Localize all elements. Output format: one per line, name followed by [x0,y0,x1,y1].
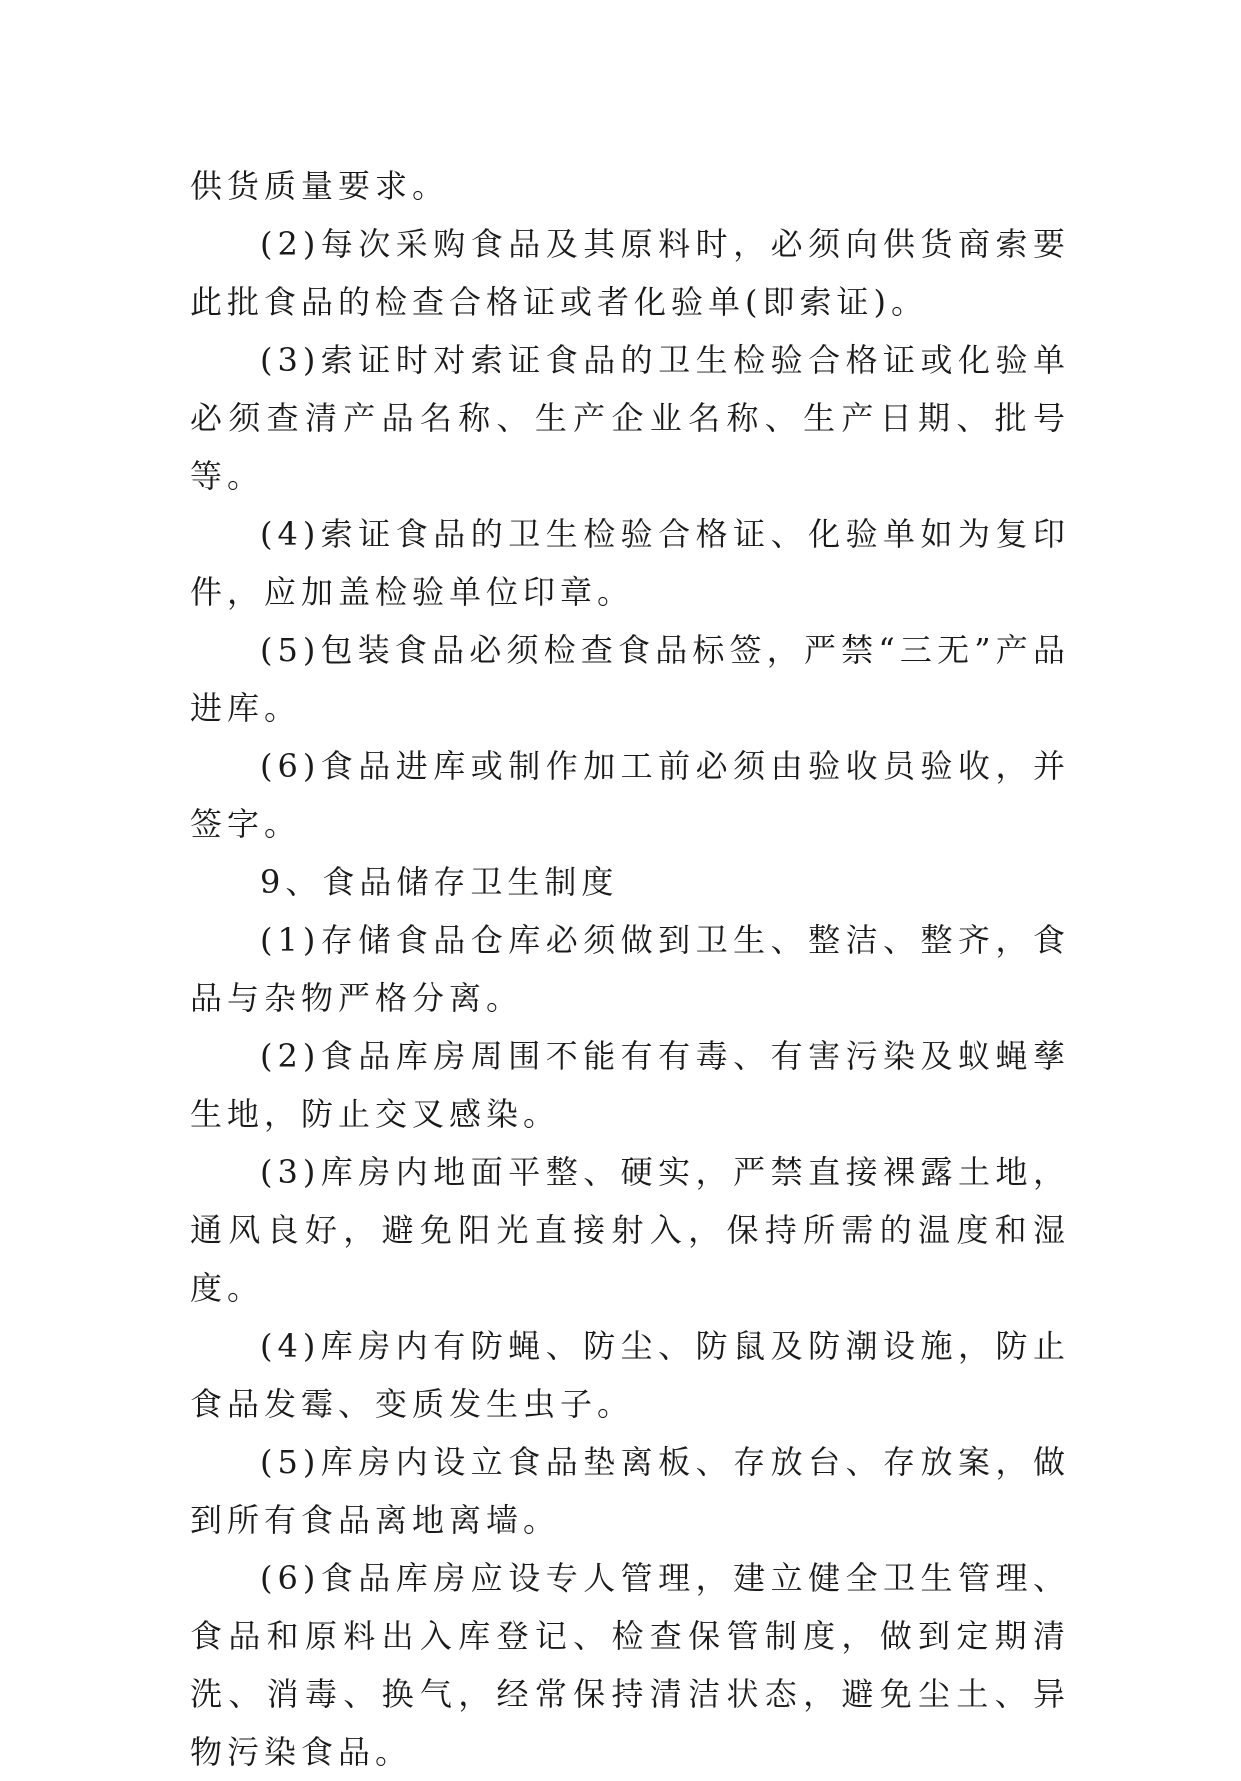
paragraph-1: 供货质量要求。 [190,167,450,205]
section-heading: 9、食品储存卫生制度 [260,863,619,901]
document-body [190,157,1070,1781]
paragraph-12: (5)库房内设立食品垫离板、存放台、存放案，做到所有食品离地离墙。 [190,1443,1070,1539]
paragraph-6: (6)食品进库或制作加工前必须由验收员验收，并签字。 [190,747,1070,843]
paragraph-9: (2)食品库房周围不能有有毒、有害污染及蚁蝇孳生地，防止交叉感染。 [190,1037,1070,1133]
paragraph-8: (1)存储食品仓库必须做到卫生、整洁、整齐，食品与杂物严格分离。 [190,921,1070,1017]
paragraph-11: (4)库房内有防蝇、防尘、防鼠及防潮设施，防止食品发霉、变质发生虫子。 [190,1327,1070,1423]
paragraph-13: (6)食品库房应设专人管理，建立健全卫生管理、食品和原料出入库登记、检查保管制度，做到定期清洗、消毒、换气，经常保持清洁状态，避免尘土、异物污染食品。 [190,1559,1070,1771]
paragraph-3: (3)索证时对索证食品的卫生检验合格证或化验单必须查清产品名称、生产企业名称、生产日期、批号等。 [190,341,1070,495]
paragraph-2: (2)每次采购食品及其原料时，必须向供货商索要此批食品的检查合格证或者化验单(即索证)。 [190,225,1070,321]
paragraph-4: (4)索证食品的卫生检验合格证、化验单如为复印件，应加盖检验单位印章。 [190,515,1070,611]
paragraph-10: (3)库房内地面平整、硬实，严禁直接裸露土地，通风良好，避免阳光直接射入，保持所需的温度和湿度。 [190,1153,1070,1307]
paragraph-5: (5)包装食品必须检查食品标签，严禁“三无”产品进库。 [190,631,1070,727]
